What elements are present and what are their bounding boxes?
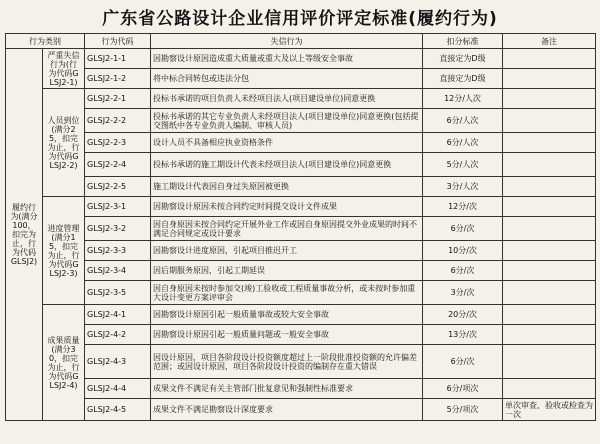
penalty-cell: 3分/人次 bbox=[423, 177, 503, 197]
penalty-cell: 13分/次 bbox=[423, 325, 503, 345]
remark-cell bbox=[503, 109, 596, 133]
page-title: 广东省公路设计企业信用评价评定标准(履约行为) bbox=[102, 9, 498, 29]
remark-cell bbox=[503, 89, 596, 109]
group-label-1: 严重失信行为(行为代码GLSJ2-1) bbox=[43, 49, 85, 89]
behavior-cell: 投标书承诺的施工期设计代表未经项目法人(项目建设单位)同意更换 bbox=[151, 153, 423, 177]
remark-cell bbox=[503, 177, 596, 197]
remark-cell bbox=[503, 261, 596, 281]
table-row bbox=[6, 399, 596, 421]
remark-cell bbox=[503, 49, 596, 69]
table-header-row bbox=[6, 34, 596, 49]
code-cell: GLSJ2-4-3 bbox=[85, 345, 151, 379]
code-cell: GLSJ2-4-4 bbox=[85, 379, 151, 399]
table-row bbox=[6, 69, 596, 89]
penalty-cell: 20分/次 bbox=[423, 305, 503, 325]
table-row bbox=[6, 345, 596, 379]
code-cell: GLSJ2-4-1 bbox=[85, 305, 151, 325]
behavior-cell: 将中标合同转包或违法分包 bbox=[151, 69, 423, 89]
table-row bbox=[6, 133, 596, 153]
code-cell: GLSJ2-3-5 bbox=[85, 281, 151, 305]
table-row bbox=[6, 177, 596, 197]
behavior-cell: 因勘察设计原因未按合同约定时间提交设计文件成果 bbox=[151, 197, 423, 217]
code-cell: GLSJ2-3-4 bbox=[85, 261, 151, 281]
code-cell: GLSJ2-3-2 bbox=[85, 217, 151, 241]
penalty-cell: 5分/人次 bbox=[423, 153, 503, 177]
table-row bbox=[6, 109, 596, 133]
table-row bbox=[6, 281, 596, 305]
table-row bbox=[6, 261, 596, 281]
penalty-cell: 6分/人次 bbox=[423, 133, 503, 153]
table-row bbox=[6, 325, 596, 345]
behavior-cell: 因勘察设计原因造成重大质量或重大及以上等级安全事故 bbox=[151, 49, 423, 69]
behavior-cell: 因后期服务原因，引起工期延误 bbox=[151, 261, 423, 281]
table-row bbox=[6, 217, 596, 241]
table-row bbox=[6, 305, 596, 325]
table-row bbox=[6, 49, 596, 69]
code-cell: GLSJ2-2-1 bbox=[85, 89, 151, 109]
table-row bbox=[6, 379, 596, 399]
behavior-cell: 因勘察设计进度原因，引起项目推迟开工 bbox=[151, 241, 423, 261]
behavior-cell: 因勘察设计原因引起一般质量问题或一般安全事故 bbox=[151, 325, 423, 345]
group-label-4: 成果质量(满分30，扣完为止，行为代码GLSJ2-4) bbox=[43, 305, 85, 421]
penalty-cell: 直接定为D级 bbox=[423, 69, 503, 89]
penalty-cell: 12分/人次 bbox=[423, 89, 503, 109]
table-row bbox=[6, 89, 596, 109]
code-cell: GLSJ2-4-2 bbox=[85, 325, 151, 345]
code-cell: GLSJ2-4-5 bbox=[85, 399, 151, 421]
code-cell: GLSJ2-1-1 bbox=[85, 49, 151, 69]
behavior-cell: 因设计原因，项目各阶段设计投资额度超过上一阶段批准投资额的允许偏差范围；或因设计原因，项目各阶段设计投资的编制存在重大错误 bbox=[151, 345, 423, 379]
penalty-cell: 12分/次 bbox=[423, 197, 503, 217]
penalty-cell: 3分/次 bbox=[423, 281, 503, 305]
penalty-cell: 6分/次 bbox=[423, 261, 503, 281]
code-cell: GLSJ2-3-3 bbox=[85, 241, 151, 261]
behavior-cell: 成果文件不满足有关主管部门批复意见和强制性标准要求 bbox=[151, 379, 423, 399]
header-behavior: 失信行为 bbox=[151, 34, 423, 49]
behavior-cell: 施工期设计代表因自身过失原因被更换 bbox=[151, 177, 423, 197]
behavior-cell: 投标书承诺的项目负责人未经项目法人(项目建设单位)同意更换 bbox=[151, 89, 423, 109]
penalty-cell: 6分/项次 bbox=[423, 379, 503, 399]
remark-cell bbox=[503, 241, 596, 261]
penalty-cell: 6分/人次 bbox=[423, 109, 503, 133]
code-cell: GLSJ2-2-5 bbox=[85, 177, 151, 197]
penalty-cell: 10分/次 bbox=[423, 241, 503, 261]
remark-cell bbox=[503, 325, 596, 345]
table-row bbox=[6, 153, 596, 177]
remark-cell bbox=[503, 281, 596, 305]
remark-cell bbox=[503, 133, 596, 153]
group-label-3: 进度管理(满分15，扣完为止，行为代码GLSJ2-3) bbox=[43, 197, 85, 305]
penalty-cell: 6分/次 bbox=[423, 345, 503, 379]
remark-cell bbox=[503, 153, 596, 177]
header-remark: 备注 bbox=[503, 34, 596, 49]
standard-table bbox=[5, 33, 596, 421]
category-cell: 履约行为(满分100，扣完为止，行为代码GLSJ2) bbox=[6, 49, 43, 421]
behavior-cell: 因勘察设计原因引起一般质量事故或较大安全事故 bbox=[151, 305, 423, 325]
behavior-cell: 因自身原因未按时参加交(竣)工验收或工程质量事故分析，或未按时参加重大设计变更方案评审会 bbox=[151, 281, 423, 305]
code-cell: GLSJ2-1-2 bbox=[85, 69, 151, 89]
remark-cell bbox=[503, 69, 596, 89]
code-cell: GLSJ2-2-2 bbox=[85, 109, 151, 133]
penalty-cell: 直接定为D级 bbox=[423, 49, 503, 69]
group-label-2: 人员到位(满分25，扣完为止，行为代码GLSJ2-2) bbox=[43, 89, 85, 197]
code-cell: GLSJ2-2-4 bbox=[85, 153, 151, 177]
penalty-cell: 5分/项次 bbox=[423, 399, 503, 421]
remark-cell bbox=[503, 379, 596, 399]
header-code: 行为代码 bbox=[85, 34, 151, 49]
remark-cell bbox=[503, 305, 596, 325]
header-category: 行为类别 bbox=[6, 34, 85, 49]
behavior-cell: 成果文件不满足勘察设计深度要求 bbox=[151, 399, 423, 421]
remark-cell bbox=[503, 345, 596, 379]
behavior-cell: 因自身原因未按合同约定开展外业工作或因自身原因提交外业成果的时间不满足合同规定或设计要求 bbox=[151, 217, 423, 241]
table-row bbox=[6, 241, 596, 261]
behavior-cell: 投标书承诺的其它专业负责人未经项目法人(项目建设单位)同意更换(包括提交图纸中各专业负责人编制、审核人员) bbox=[151, 109, 423, 133]
remark-cell bbox=[503, 197, 596, 217]
code-cell: GLSJ2-3-1 bbox=[85, 197, 151, 217]
remark-cell: 单次审查、验收或检查为一次 bbox=[503, 399, 596, 421]
remark-cell bbox=[503, 217, 596, 241]
penalty-cell: 6分/次 bbox=[423, 217, 503, 241]
code-cell: GLSJ2-2-3 bbox=[85, 133, 151, 153]
table-row bbox=[6, 197, 596, 217]
behavior-cell: 设计人员不具备相应执业资格条件 bbox=[151, 133, 423, 153]
header-penalty: 扣分标准 bbox=[423, 34, 503, 49]
